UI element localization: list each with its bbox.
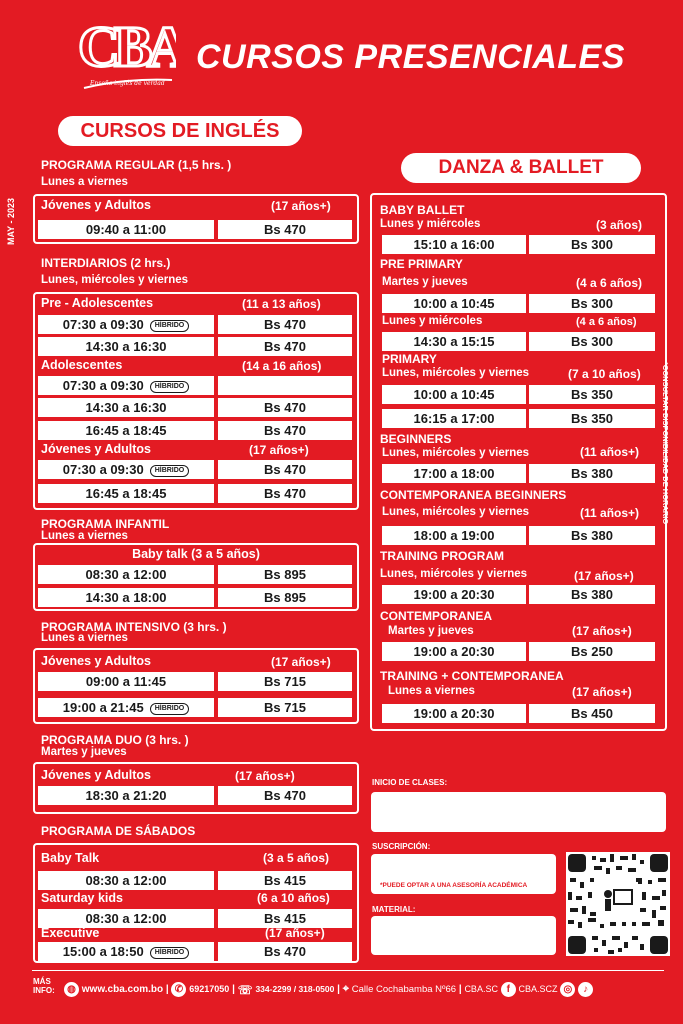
time-cell: 16:45 a 18:45 bbox=[38, 484, 214, 503]
danza-box bbox=[370, 193, 667, 731]
age-label: (17 años+) bbox=[249, 443, 309, 457]
time-cell: 16:15 a 17:00 bbox=[382, 409, 526, 428]
logo-tagline: Enseña inglés de verdad bbox=[90, 80, 165, 87]
time-cell: 15:00 a 18:50 HÍBRIDO bbox=[38, 942, 214, 961]
cont-beginners-title: CONTEMPORANEA BEGINNERS bbox=[380, 488, 567, 502]
age-label: (3 a 5 años) bbox=[263, 851, 330, 865]
duo-title: PROGRAMA DUO (3 hrs. ) bbox=[41, 733, 189, 747]
price-cell: Bs 470 bbox=[218, 460, 352, 479]
age-label: (14 a 16 años) bbox=[242, 359, 322, 373]
hibrido-badge: HÍBRIDO bbox=[150, 381, 190, 393]
material-label: MATERIAL: bbox=[372, 905, 416, 914]
time-cell: 09:00 a 11:45 bbox=[38, 672, 214, 691]
time-cell: 07:30 a 09:30 HÍBRIDO bbox=[38, 460, 214, 479]
price-cell: Bs 300 bbox=[529, 294, 655, 313]
price-cell: Bs 300 bbox=[529, 332, 655, 351]
intensivo-days: Lunes a viernes bbox=[41, 632, 128, 644]
duo-days: Martes y jueves bbox=[41, 746, 127, 758]
days-label: Lunes, miércoles y viernes bbox=[382, 367, 530, 379]
material-field[interactable] bbox=[371, 916, 556, 955]
infantil-days: Lunes a viernes bbox=[41, 530, 128, 542]
price-cell: Bs 350 bbox=[529, 409, 655, 428]
age-label: (17 años+) bbox=[572, 685, 632, 699]
days-label: Lunes, miércoles y viernes bbox=[380, 568, 528, 580]
age-label: (17 años+) bbox=[235, 769, 295, 783]
time-cell: 19:00 a 20:30 bbox=[382, 642, 526, 661]
qr-code-icon bbox=[566, 852, 670, 956]
price-cell: Bs 250 bbox=[529, 642, 655, 661]
price-cell: Bs 415 bbox=[218, 909, 352, 928]
price-cell: Bs 380 bbox=[529, 526, 655, 545]
age-label: (17 años+) bbox=[271, 655, 331, 669]
age-label: (17 años+) bbox=[574, 569, 634, 583]
footer-divider bbox=[32, 970, 664, 971]
price-cell bbox=[218, 376, 352, 395]
price-cell: Bs 470 bbox=[218, 942, 352, 961]
price-cell: Bs 470 bbox=[218, 398, 352, 417]
regular-box bbox=[33, 194, 359, 244]
hibrido-badge: HÍBRIDO bbox=[150, 947, 190, 959]
time-cell: 18:30 a 21:20 bbox=[38, 786, 214, 805]
time-cell: 19:00 a 20:30 bbox=[382, 704, 526, 723]
interdiarios-box bbox=[33, 292, 359, 510]
time-cell: 08:30 a 12:00 bbox=[38, 565, 214, 584]
days-label: Martes y jueves bbox=[388, 625, 474, 637]
price-cell: Bs 450 bbox=[529, 704, 655, 723]
phone-icon: ☏ bbox=[237, 982, 253, 997]
intensivo-box bbox=[33, 648, 359, 724]
age-label: (17 años+) bbox=[572, 624, 632, 638]
website-link[interactable]: www.cba.com.bo bbox=[81, 984, 164, 996]
phone-numbers[interactable]: 334-2299 / 318-0500 bbox=[255, 984, 335, 995]
date-label: MAY - 2023 bbox=[6, 197, 16, 245]
days-label: Lunes, miércoles y viernes bbox=[382, 447, 530, 459]
time-cell: 10:00 a 10:45 bbox=[382, 294, 526, 313]
price-cell: Bs 380 bbox=[529, 464, 655, 483]
time-cell: 19:00 a 21:45 HÍBRIDO bbox=[38, 698, 214, 717]
hibrido-badge: HÍBRIDO bbox=[150, 320, 190, 332]
inicio-field[interactable] bbox=[371, 792, 666, 832]
time-cell: 09:40 a 11:00 bbox=[38, 220, 214, 239]
sabados-box bbox=[33, 843, 359, 963]
days-label: Martes y jueves bbox=[382, 276, 468, 288]
location-pin-icon: ⌖ bbox=[342, 983, 349, 995]
hibrido-badge: HÍBRIDO bbox=[150, 465, 190, 477]
price-cell: Bs 470 bbox=[218, 220, 352, 239]
group-label: Baby Talk bbox=[41, 851, 100, 865]
ingles-header: CURSOS DE INGLÉS bbox=[58, 116, 302, 146]
primary-title: PRIMARY bbox=[382, 352, 437, 366]
time-cell: 07:30 a 09:30 HÍBRIDO bbox=[38, 315, 214, 334]
days-label: Lunes, miércoles y viernes bbox=[382, 506, 530, 518]
group-label: Jóvenes y Adultos bbox=[41, 654, 151, 668]
price-cell: Bs 895 bbox=[218, 565, 352, 584]
inicio-label: INICIO DE CLASES: bbox=[372, 778, 448, 787]
time-cell: 15:10 a 16:00 bbox=[382, 235, 526, 254]
contemporanea-title: CONTEMPORANEA bbox=[380, 609, 493, 623]
price-cell: Bs 415 bbox=[218, 871, 352, 890]
availability-note: *CONSULTAR DISPONIBILIDAD DE HORARIO bbox=[661, 362, 670, 525]
time-cell: 07:30 a 09:30 HÍBRIDO bbox=[38, 376, 214, 395]
qr-code[interactable] bbox=[566, 852, 670, 956]
interdiarios-title: INTERDIARIOS (2 hrs.) bbox=[41, 256, 171, 270]
price-cell: Bs 350 bbox=[529, 385, 655, 404]
price-cell: Bs 470 bbox=[218, 421, 352, 440]
group-label: Saturday kids bbox=[41, 891, 123, 905]
interdiarios-days: Lunes, miércoles y viernes bbox=[41, 274, 189, 286]
whatsapp-icon: ✆ bbox=[171, 982, 186, 997]
mas-info-label: MÁS INFO: bbox=[33, 977, 55, 995]
age-label: (11 a 13 años) bbox=[242, 297, 321, 311]
price-cell: Bs 470 bbox=[218, 484, 352, 503]
group-label: Jóvenes y Adultos bbox=[41, 442, 151, 456]
time-cell: 17:00 a 18:00 bbox=[382, 464, 526, 483]
time-cell: 08:30 a 12:00 bbox=[38, 909, 214, 928]
age-label: (3 años) bbox=[596, 218, 643, 232]
training-title: TRAINING PROGRAM bbox=[380, 549, 504, 563]
infantil-title: PROGRAMA INFANTIL bbox=[41, 517, 170, 531]
sabados-title: PROGRAMA DE SÁBADOS bbox=[41, 824, 196, 838]
training-cont-title: TRAINING + CONTEMPORANEA bbox=[380, 669, 564, 683]
age-label: (11 años+) bbox=[580, 506, 640, 520]
infantil-box bbox=[33, 543, 359, 611]
time-cell: 14:30 a 15:15 bbox=[382, 332, 526, 351]
price-cell: Bs 470 bbox=[218, 786, 352, 805]
age-label: (11 años+) bbox=[580, 445, 640, 459]
price-cell: Bs 380 bbox=[529, 585, 655, 604]
pre-primary-title: PRE PRIMARY bbox=[380, 257, 463, 271]
age-label: (7 a 10 años) bbox=[568, 367, 641, 381]
page-title: CURSOS PRESENCIALES bbox=[196, 38, 625, 76]
time-cell: 18:00 a 19:00 bbox=[382, 526, 526, 545]
regular-title: PROGRAMA REGULAR (1,5 hrs. ) bbox=[41, 158, 232, 172]
social-handle-2[interactable]: CBA.SCZ bbox=[518, 984, 558, 995]
group-label: Jóvenes y Adultos bbox=[41, 198, 151, 212]
group-label: Baby talk (3 a 5 años) bbox=[132, 547, 260, 561]
time-cell: 14:30 a 16:30 bbox=[38, 337, 214, 356]
group-label: Executive bbox=[41, 926, 100, 940]
cba-logo bbox=[76, 14, 176, 92]
group-label: Jóvenes y Adultos bbox=[41, 768, 151, 782]
time-cell: 14:30 a 18:00 bbox=[38, 588, 214, 607]
facebook-icon[interactable]: f bbox=[501, 982, 516, 997]
instagram-icon[interactable]: ◎ bbox=[560, 982, 575, 997]
price-cell: Bs 715 bbox=[218, 698, 352, 717]
time-cell: 16:45 a 18:45 bbox=[38, 421, 214, 440]
days-label: Lunes y miércoles bbox=[380, 218, 481, 230]
suscripcion-field[interactable] bbox=[371, 854, 556, 894]
price-cell: Bs 895 bbox=[218, 588, 352, 607]
baby-ballet-title: BABY BALLET bbox=[380, 203, 465, 217]
price-cell: Bs 470 bbox=[218, 337, 352, 356]
social-handle-1[interactable]: CBA.SC bbox=[464, 984, 498, 995]
duo-box bbox=[33, 762, 359, 814]
globe-icon: ◍ bbox=[64, 982, 79, 997]
regular-days: Lunes a viernes bbox=[41, 176, 128, 188]
time-cell: 19:00 a 20:30 bbox=[382, 585, 526, 604]
age-label: (6 a 10 años) bbox=[257, 891, 330, 905]
time-cell: 14:30 a 16:30 bbox=[38, 398, 214, 417]
suscripcion-label: SUSCRIPCIÓN: bbox=[372, 842, 431, 851]
days-label: Lunes a viernes bbox=[388, 685, 475, 697]
days-label: Lunes y miércoles bbox=[382, 315, 483, 327]
age-label: (17 años+) bbox=[271, 199, 331, 213]
age-label: (4 a 6 años) bbox=[576, 316, 637, 328]
age-label: (4 a 6 años) bbox=[576, 276, 643, 290]
beginners-title: BEGINNERS bbox=[380, 432, 452, 446]
footer-contact: ◍ www.cba.com.bo | ✆ 69217050 | ☏ 334-2299 / 318-0500 | ⌖ Calle Cochabamba Nº66 | CBA.SC f CBA.SCZ ◎ ♪ bbox=[64, 982, 683, 997]
hibrido-badge: HÍBRIDO bbox=[150, 703, 190, 715]
price-cell: Bs 715 bbox=[218, 672, 352, 691]
danza-header: DANZA & BALLET bbox=[401, 153, 641, 183]
group-label: Pre - Adolescentes bbox=[41, 296, 154, 310]
tiktok-icon[interactable]: ♪ bbox=[578, 982, 593, 997]
time-cell: 10:00 a 10:45 bbox=[382, 385, 526, 404]
group-label: Adolescentes bbox=[41, 358, 123, 372]
time-cell: 08:30 a 12:00 bbox=[38, 871, 214, 890]
price-cell: Bs 470 bbox=[218, 315, 352, 334]
svg-text:CBA: CBA bbox=[78, 14, 176, 79]
age-label: (17 años+) bbox=[265, 926, 325, 940]
address: Calle Cochabamba Nº66 bbox=[351, 984, 457, 996]
whatsapp-number[interactable]: 69217050 bbox=[189, 984, 230, 995]
asesoria-note: *PUEDE OPTAR A UNA ASESORÍA ACADÉMICA bbox=[380, 882, 528, 889]
price-cell: Bs 300 bbox=[529, 235, 655, 254]
intensivo-title: PROGRAMA INTENSIVO (3 hrs. ) bbox=[41, 620, 227, 634]
